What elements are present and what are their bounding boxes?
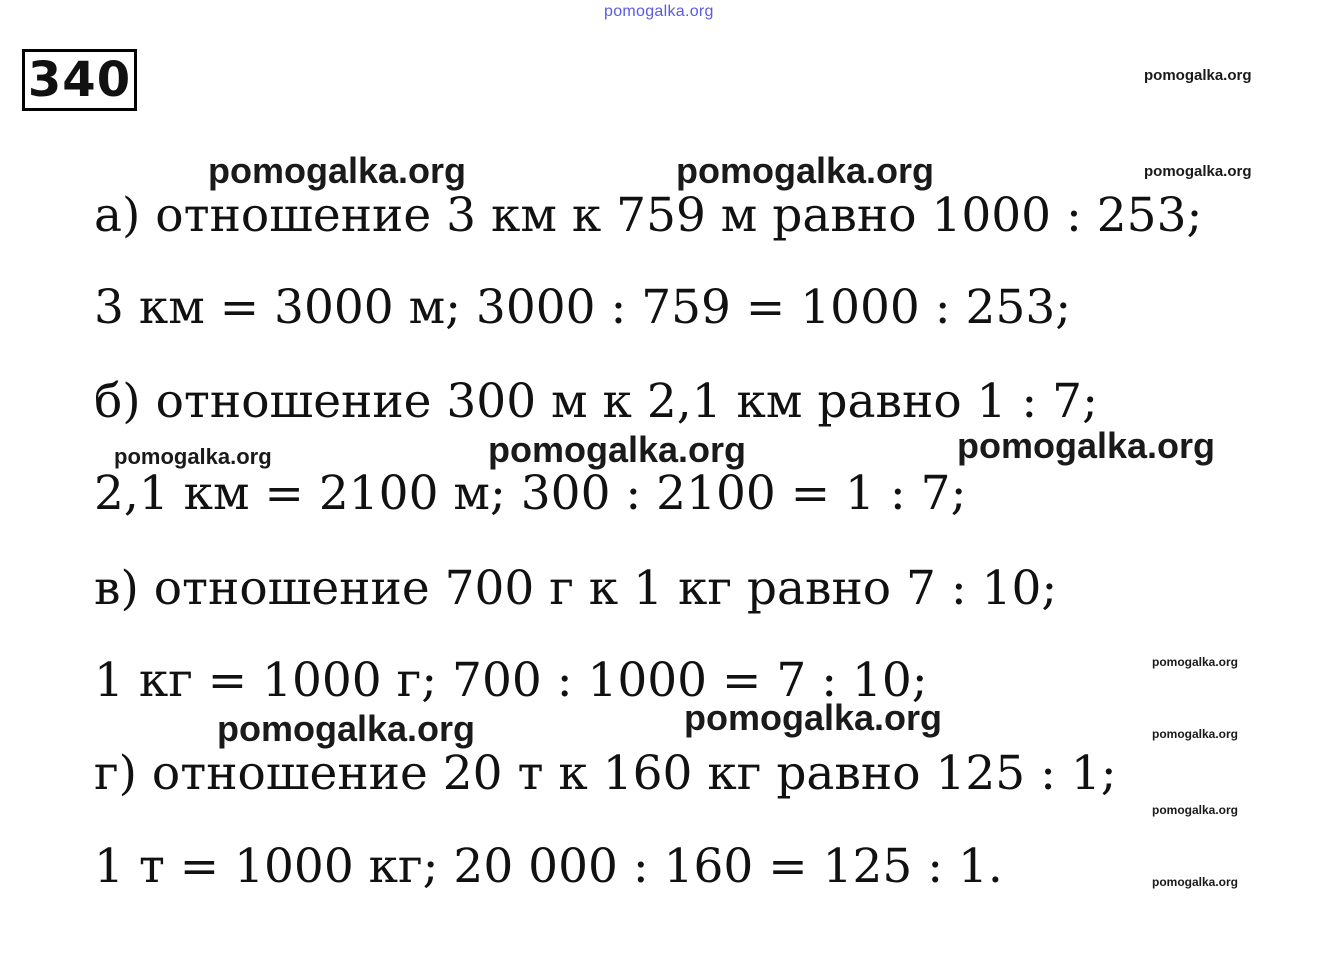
solution-line-a-work: 3 км = 3000 м; 3000 : 759 = 1000 : 253; bbox=[94, 280, 1072, 335]
solution-line-b: б) отношение 300 м к 2,1 км равно 1 : 7; bbox=[94, 374, 1098, 429]
solution-line-v-work: 1 кг = 1000 г; 700 : 1000 = 7 : 10; bbox=[94, 653, 928, 708]
watermark-tiny-2: pomogalka.org bbox=[1152, 727, 1239, 741]
watermark-big-3: pomogalka.org bbox=[488, 429, 747, 470]
solution-line-g-work: 1 т = 1000 кг; 20 000 : 160 = 125 : 1. bbox=[94, 839, 1003, 894]
watermark-big-2: pomogalka.org bbox=[676, 150, 935, 191]
watermark-big-1: pomogalka.org bbox=[208, 150, 467, 191]
solution-line-b-work: 2,1 км = 2100 м; 300 : 2100 = 1 : 7; bbox=[94, 466, 967, 521]
problem-number-box bbox=[22, 49, 137, 111]
watermark-mid-1: pomogalka.org bbox=[114, 444, 272, 469]
solution-line-g: г) отношение 20 т к 160 кг равно 125 : 1; bbox=[94, 746, 1117, 801]
watermark-small-2: pomogalka.org bbox=[1144, 163, 1252, 180]
watermark-top: pomogalka.org bbox=[604, 3, 714, 20]
watermark-small-1: pomogalka.org bbox=[1144, 67, 1252, 84]
watermark-big-4: pomogalka.org bbox=[957, 425, 1216, 466]
watermark-tiny-1: pomogalka.org bbox=[1152, 655, 1239, 669]
watermark-big-6: pomogalka.org bbox=[217, 708, 476, 749]
watermark-big-5: pomogalka.org bbox=[684, 697, 943, 738]
watermark-tiny-4: pomogalka.org bbox=[1152, 875, 1239, 889]
watermark-tiny-3: pomogalka.org bbox=[1152, 803, 1239, 817]
solution-line-a: а) отношение 3 км к 759 м равно 1000 : 253; bbox=[94, 188, 1203, 243]
problem-number: 340 bbox=[27, 52, 132, 108]
solution-line-v: в) отношение 700 г к 1 кг равно 7 : 10; bbox=[94, 561, 1058, 616]
